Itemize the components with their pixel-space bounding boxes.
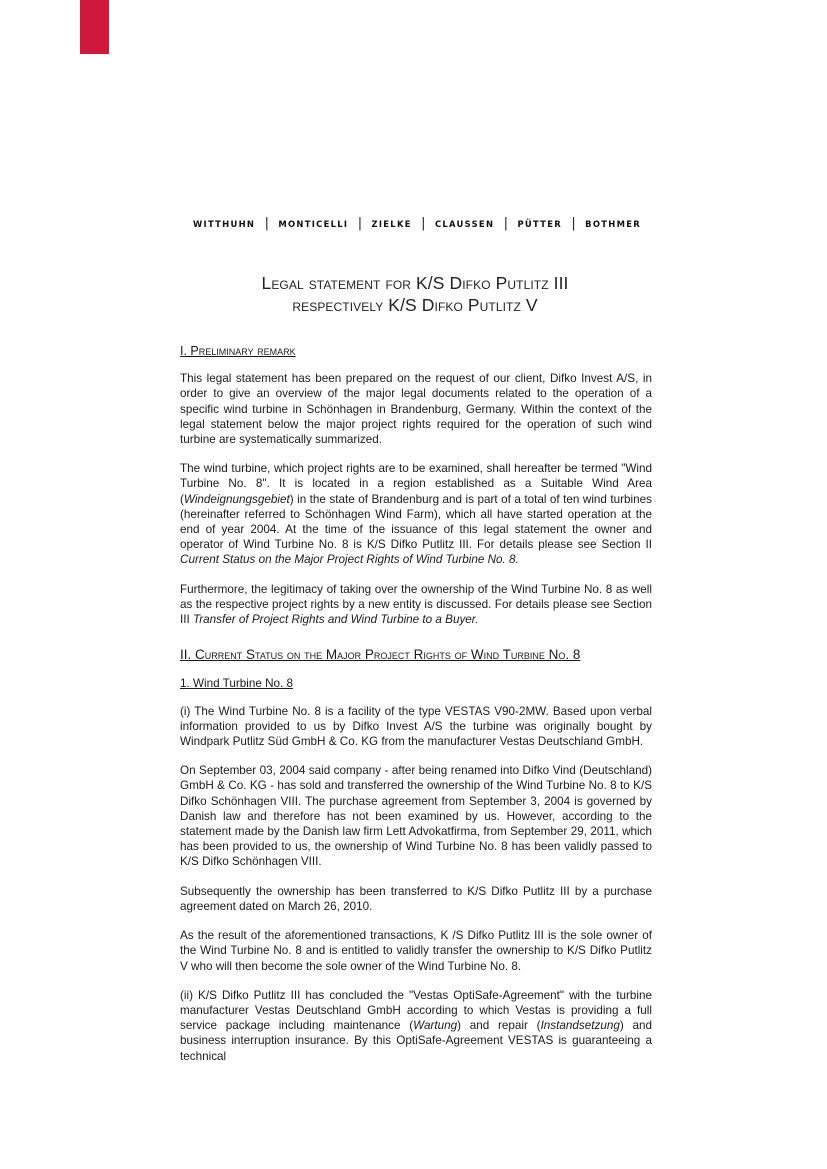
partner-name: BOTHMER [585,218,641,229]
partner-name: PÜTTER [517,218,562,229]
title-line-1: Legal statement for K/S Difko Putlitz III [261,273,569,293]
text-run: ) and repair ( [457,1019,541,1033]
paragraph [180,988,652,1064]
text-run: Furthermore, the legitimacy of taking over the ownership of the Wind Turbine No. 8 as well as the respective project rights by a new entity is discussed. For details please see Section III [180,582,652,627]
partner-name: WITTHUHN [193,218,256,229]
paragraph: On September 03, 2004 said company - after being renamed into Difko Vind (Deutschland) GmbH & Co. KG - has sold and transferred the ownership of the Wind Turbine No. 8 to K/S Difko Schönhagen VIII. The purchase agreement from September 3, 2004 is governed by Danish law and therefore has not been examined by us. However, according to the statement made by the Danish law firm Lett Advokatfirma, from September 29, 2011, which has been provided to us, the ownership of Wind Turbine No. 8 has been validly passed to K/S Difko Schönhagen VIII. [180,764,652,869]
text-run: ) in the state of Brandenburg and is part of a total of ten wind turbines (hereinafter referred to Schönhagen Wind Farm), which all have started operation at the end of year 2004. At the time of the issuance of this legal statement the owner and operator of Wind Turbine No. 8 is K/S Difko Putlitz III. For details please see Section II [180,492,652,552]
text-run: (ii) K/S Difko Putlitz III has concluded the "Vestas OptiSafe-Agreement" with the turbine manufacturer Vestas Deutschland GmbH according to which Vestas is providing a full service package including maintenance ( [180,988,652,1033]
text-run: ) and business interruption insurance. By this OptiSafe-Agreement VESTAS is guaranteeing a technical [180,1019,652,1063]
paragraph: (i) The Wind Turbine No. 8 is a facility of the type VESTAS V90-2MW. Based upon verbal information provided to us by Difko Invest A/S the turbine was originally bought by Windpark Putlitz Süd GmbH & Co. KG from the manufacturer Vestas Deutschland GmbH. [180,704,652,749]
partner-separator: | [571,216,576,231]
paragraph: Subsequently the ownership has been transferred to K/S Difko Putlitz III by a purchase agreement dated on March 26, 2010. [180,884,652,913]
partner-separator: | [503,216,509,231]
partner-name: ZIELKE [371,218,412,229]
section-heading-preliminary: I. Preliminary remark [180,344,296,358]
letterhead-partners [193,216,641,231]
brand-color-tab [80,0,109,54]
emphasis-text: Current Status on the Major Project Rights of Wind Turbine No. 8. [180,553,519,567]
partner-separator: | [264,216,269,231]
document-title [180,272,650,316]
document-body [180,344,652,1078]
partner-name: MONTICELLI [278,218,349,229]
title-line-2: respectively K/S Difko Putlitz V [292,295,538,315]
subsection-heading-wind-turbine: 1. Wind Turbine No. 8 [180,677,294,691]
emphasis-text: Windeignungsgebiet [183,492,290,506]
paragraph [180,461,652,567]
section-heading-current-status: II. Current Status on the Major Project Rights of Wind Turbine No. 8 [180,647,581,663]
emphasis-text: Wartung [413,1019,458,1033]
text-run: The wind turbine, which project rights are to be examined, shall hereafter be termed "Wind Turbine No. 8". It is located in a region established as a Suitable Wind Area ( [180,462,652,506]
emphasis-text: Transfer of Project Rights and Wind Turbine to a Buyer. [193,613,479,627]
paragraph: This legal statement has been prepared on the request of our client, Difko Invest A/S, in order to give an overview of the major legal documents related to the operation of a specific wind turbine in Schönhagen in Brandenburg, Germany. Within the context of the legal statement below the major project rights required for the operation of such wind turbine are systematically summarized. [180,372,652,447]
emphasis-text: Instandsetzung [540,1019,620,1033]
partner-separator: | [421,216,426,231]
paragraph: As the result of the aforementioned transactions, K /S Difko Putlitz III is the sole owner of the Wind Turbine No. 8 and is entitled to validly transfer the ownership to K/S Difko Putlitz V who will then become the sole owner of the Wind Turbine No. 8. [180,929,652,973]
partner-separator: | [357,216,363,231]
partner-name: CLAUSSEN [434,218,495,229]
paragraph [180,582,652,628]
